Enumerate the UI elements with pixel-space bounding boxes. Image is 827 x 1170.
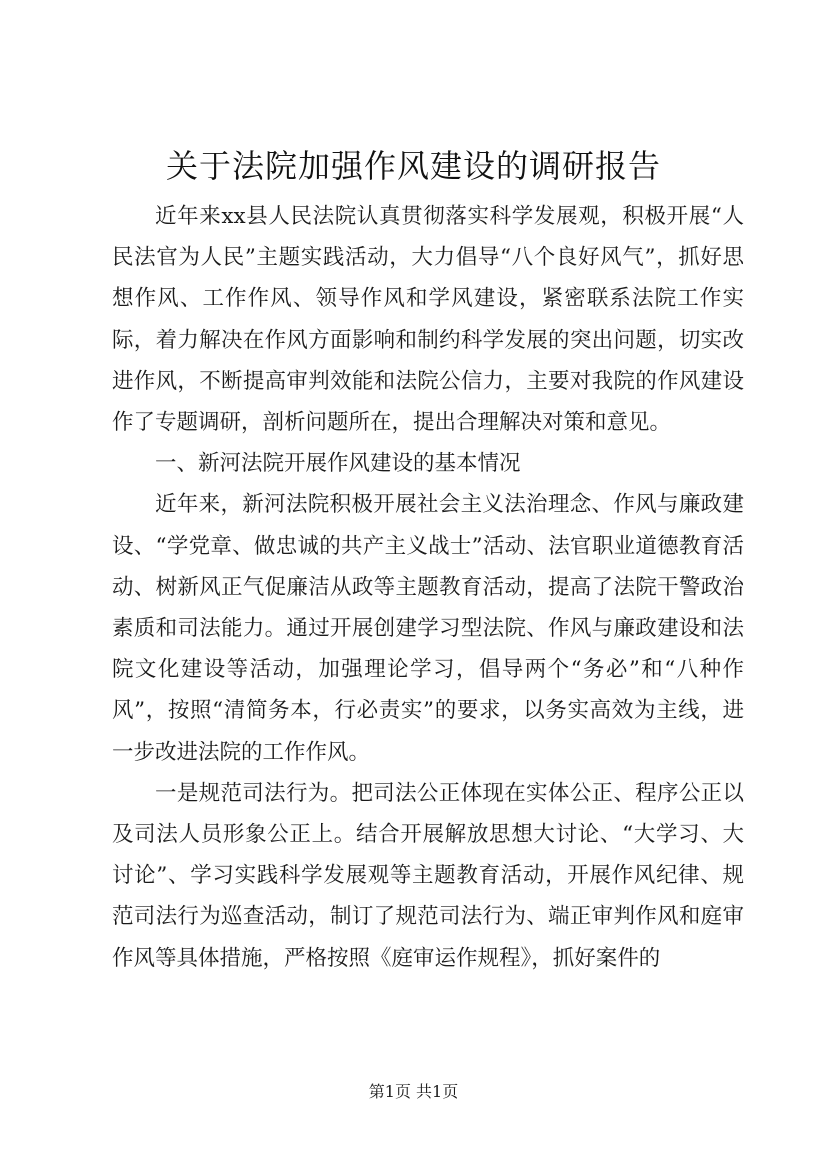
section-heading-1: 一、新河法院开展作风建设的基本情况	[155, 451, 521, 477]
page-footer: 第1页 共1页	[368, 1082, 459, 1101]
paragraph-section-1: 近年来，新河法院积极开展社会主义法治理念、作风与廉政建设、“学党章、做忠诚的共产主义战士”活动、法官职业道德教育活动、树新风正气促廉洁从政等主题教育活动，提高了法院干警政治素质和司法能力。通过开展创建学习型法院、作风与廉政建设和法院文化建设等活动，加强理论学习，倡导两个“务必”和“八种作风”，按照“清简务本，行必责实”的要求，以务实高效为主线，进一步改进法院的工作作风。	[112, 492, 744, 765]
document-title: 关于法院加强作风建设的调研报告	[165, 147, 661, 185]
document-body	[112, 196, 744, 979]
paragraph-intro: 近年来xx县人民法院认真贯彻落实科学发展观，积极开展“人民法官为人民”主题实践活动，大力倡导“八个良好风气”，抓好思想作风、工作作风、领导作风和学风建设，紧密联系法院工作实际，着力解决在作风方面影响和制约科学发展的突出问题，切实改进作风，不断提高审判效能和法院公信力，主要对我院的作风建设作了专题调研，剖析问题所在，提出合理解决对策和意见。	[112, 204, 744, 436]
paragraph-point-1: 一是规范司法行为。把司法公正体现在实体公正、程序公正以及司法人员形象公正上。结合开展解放思想大讨论、“大学习、大讨论”、学习实践科学发展观等主题教育活动，开展作风纪律、规范司法行为巡查活动，制订了规范司法行为、端正审判作风和庭审作风等具体措施，严格按照《庭审运作规程》，抓好案件的	[112, 780, 744, 971]
